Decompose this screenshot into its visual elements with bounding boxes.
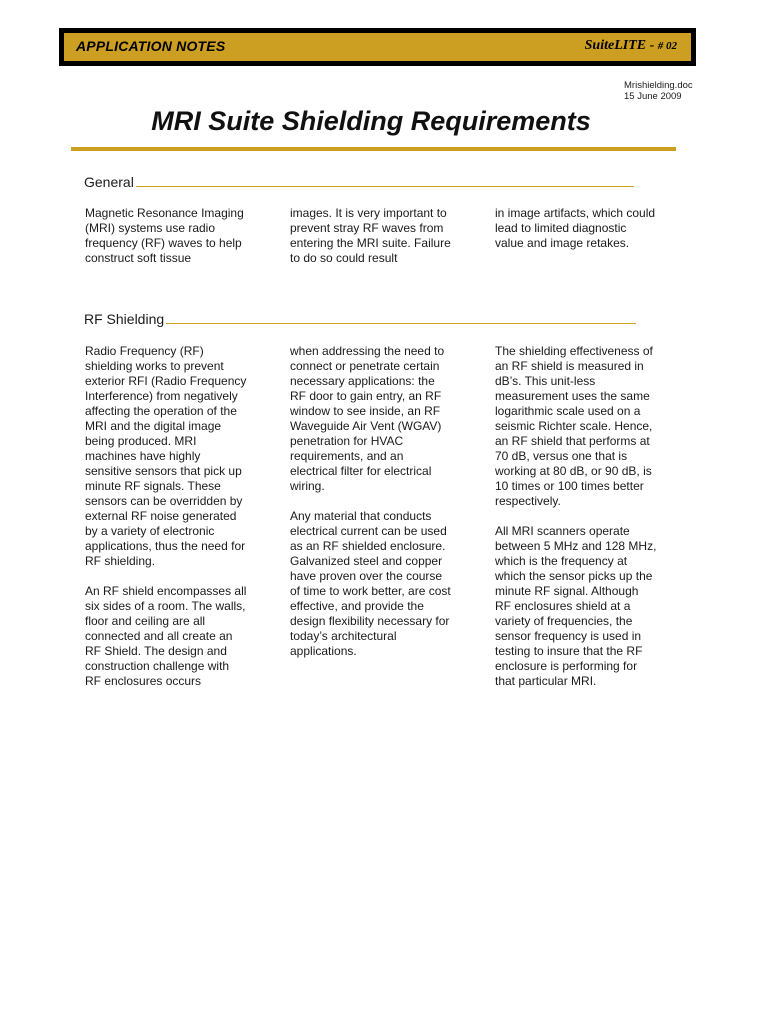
paragraph: in image artifacts, which could lead to limited diagnostic value and image retakes.: [495, 206, 656, 250]
paragraph: The shielding effectiveness of an RF shield is measured in dB’s. This unit-less measurement uses the same logarithmic scale used on a seismic Richter scale. Hence, an RF shield that performs at 70 dB, versus one that is working at 80 dB, or 90 dB, is 10 times or 100 times better respectively.: [495, 344, 653, 508]
series-label: [585, 38, 677, 54]
section-rule-general: [136, 186, 634, 187]
rf-column-1: [85, 344, 247, 689]
rf-column-2: [290, 344, 452, 659]
general-column-3: [495, 206, 657, 251]
header-label: APPLICATION NOTES: [76, 38, 226, 54]
paragraph: Radio Frequency (RF) shielding works to prevent exterior RFI (Radio Frequency Interference) from negatively affecting the operation of the MRI and the digital image being produced. MRI machines have highly sensitive sensors that pick up minute RF signals. These sensors can be overridden by external RF noise generated by a variety of electronic applications, thus the need for RF shielding.: [85, 344, 247, 568]
header-inner: [64, 33, 691, 61]
paragraph: An RF shield encompasses all six sides of a room. The walls, floor and ceiling are all connected and all create an RF Shield. The design and construction challenge with RF enclosures occurs: [85, 584, 247, 688]
document-meta: [624, 80, 693, 102]
paragraph: when addressing the need to connect or penetrate certain necessary applications: the RF door to gain entry, an RF window to see inside, an RF Waveguide Air Vent (WGAV) penetration for HVAC requirements, and an electrical filter for electrical wiring.: [290, 344, 445, 493]
paragraph: Magnetic Resonance Imaging (MRI) systems use radio frequency (RF) waves to help construct soft tissue: [85, 206, 244, 265]
title-rule: [71, 147, 676, 151]
paragraph: Any material that conducts electrical current can be used as an RF shielded enclosure. Galvanized steel and copper have proven over the course of time to work better, are cost effective, and provide the design flexibility necessary for today’s architectural applications.: [290, 509, 451, 658]
document-filename: Mrishielding.doc: [624, 80, 693, 91]
section-heading-general: [84, 174, 634, 190]
paragraph: images. It is very important to prevent stray RF waves from entering the MRI suite. Failure to do so could result: [290, 206, 451, 265]
section-heading-rf-shielding-text: RF Shielding: [84, 311, 165, 327]
series-name: SuiteLITE -: [584, 38, 658, 53]
general-column-1: [85, 206, 247, 266]
section-heading-rf-shielding: [84, 311, 636, 327]
section-heading-general-text: General: [84, 174, 134, 190]
rf-column-3: [495, 344, 657, 689]
general-column-2: [290, 206, 452, 266]
document-date: 15 June 2009: [624, 91, 682, 102]
series-number: # 02: [657, 40, 677, 52]
section-rule-rf-shielding: [166, 323, 636, 324]
paragraph: All MRI scanners operate between 5 MHz and 128 MHz, which is the frequency at which the sensor picks up the minute RF signal. Although RF enclosures shield at a variety of frequencies, the sensor frequency is used in testing to insure that the RF enclosure is performing for that particular MRI.: [495, 524, 657, 688]
header-bar: [59, 28, 696, 66]
page-title: MRI Suite Shielding Requirements: [151, 106, 591, 136]
